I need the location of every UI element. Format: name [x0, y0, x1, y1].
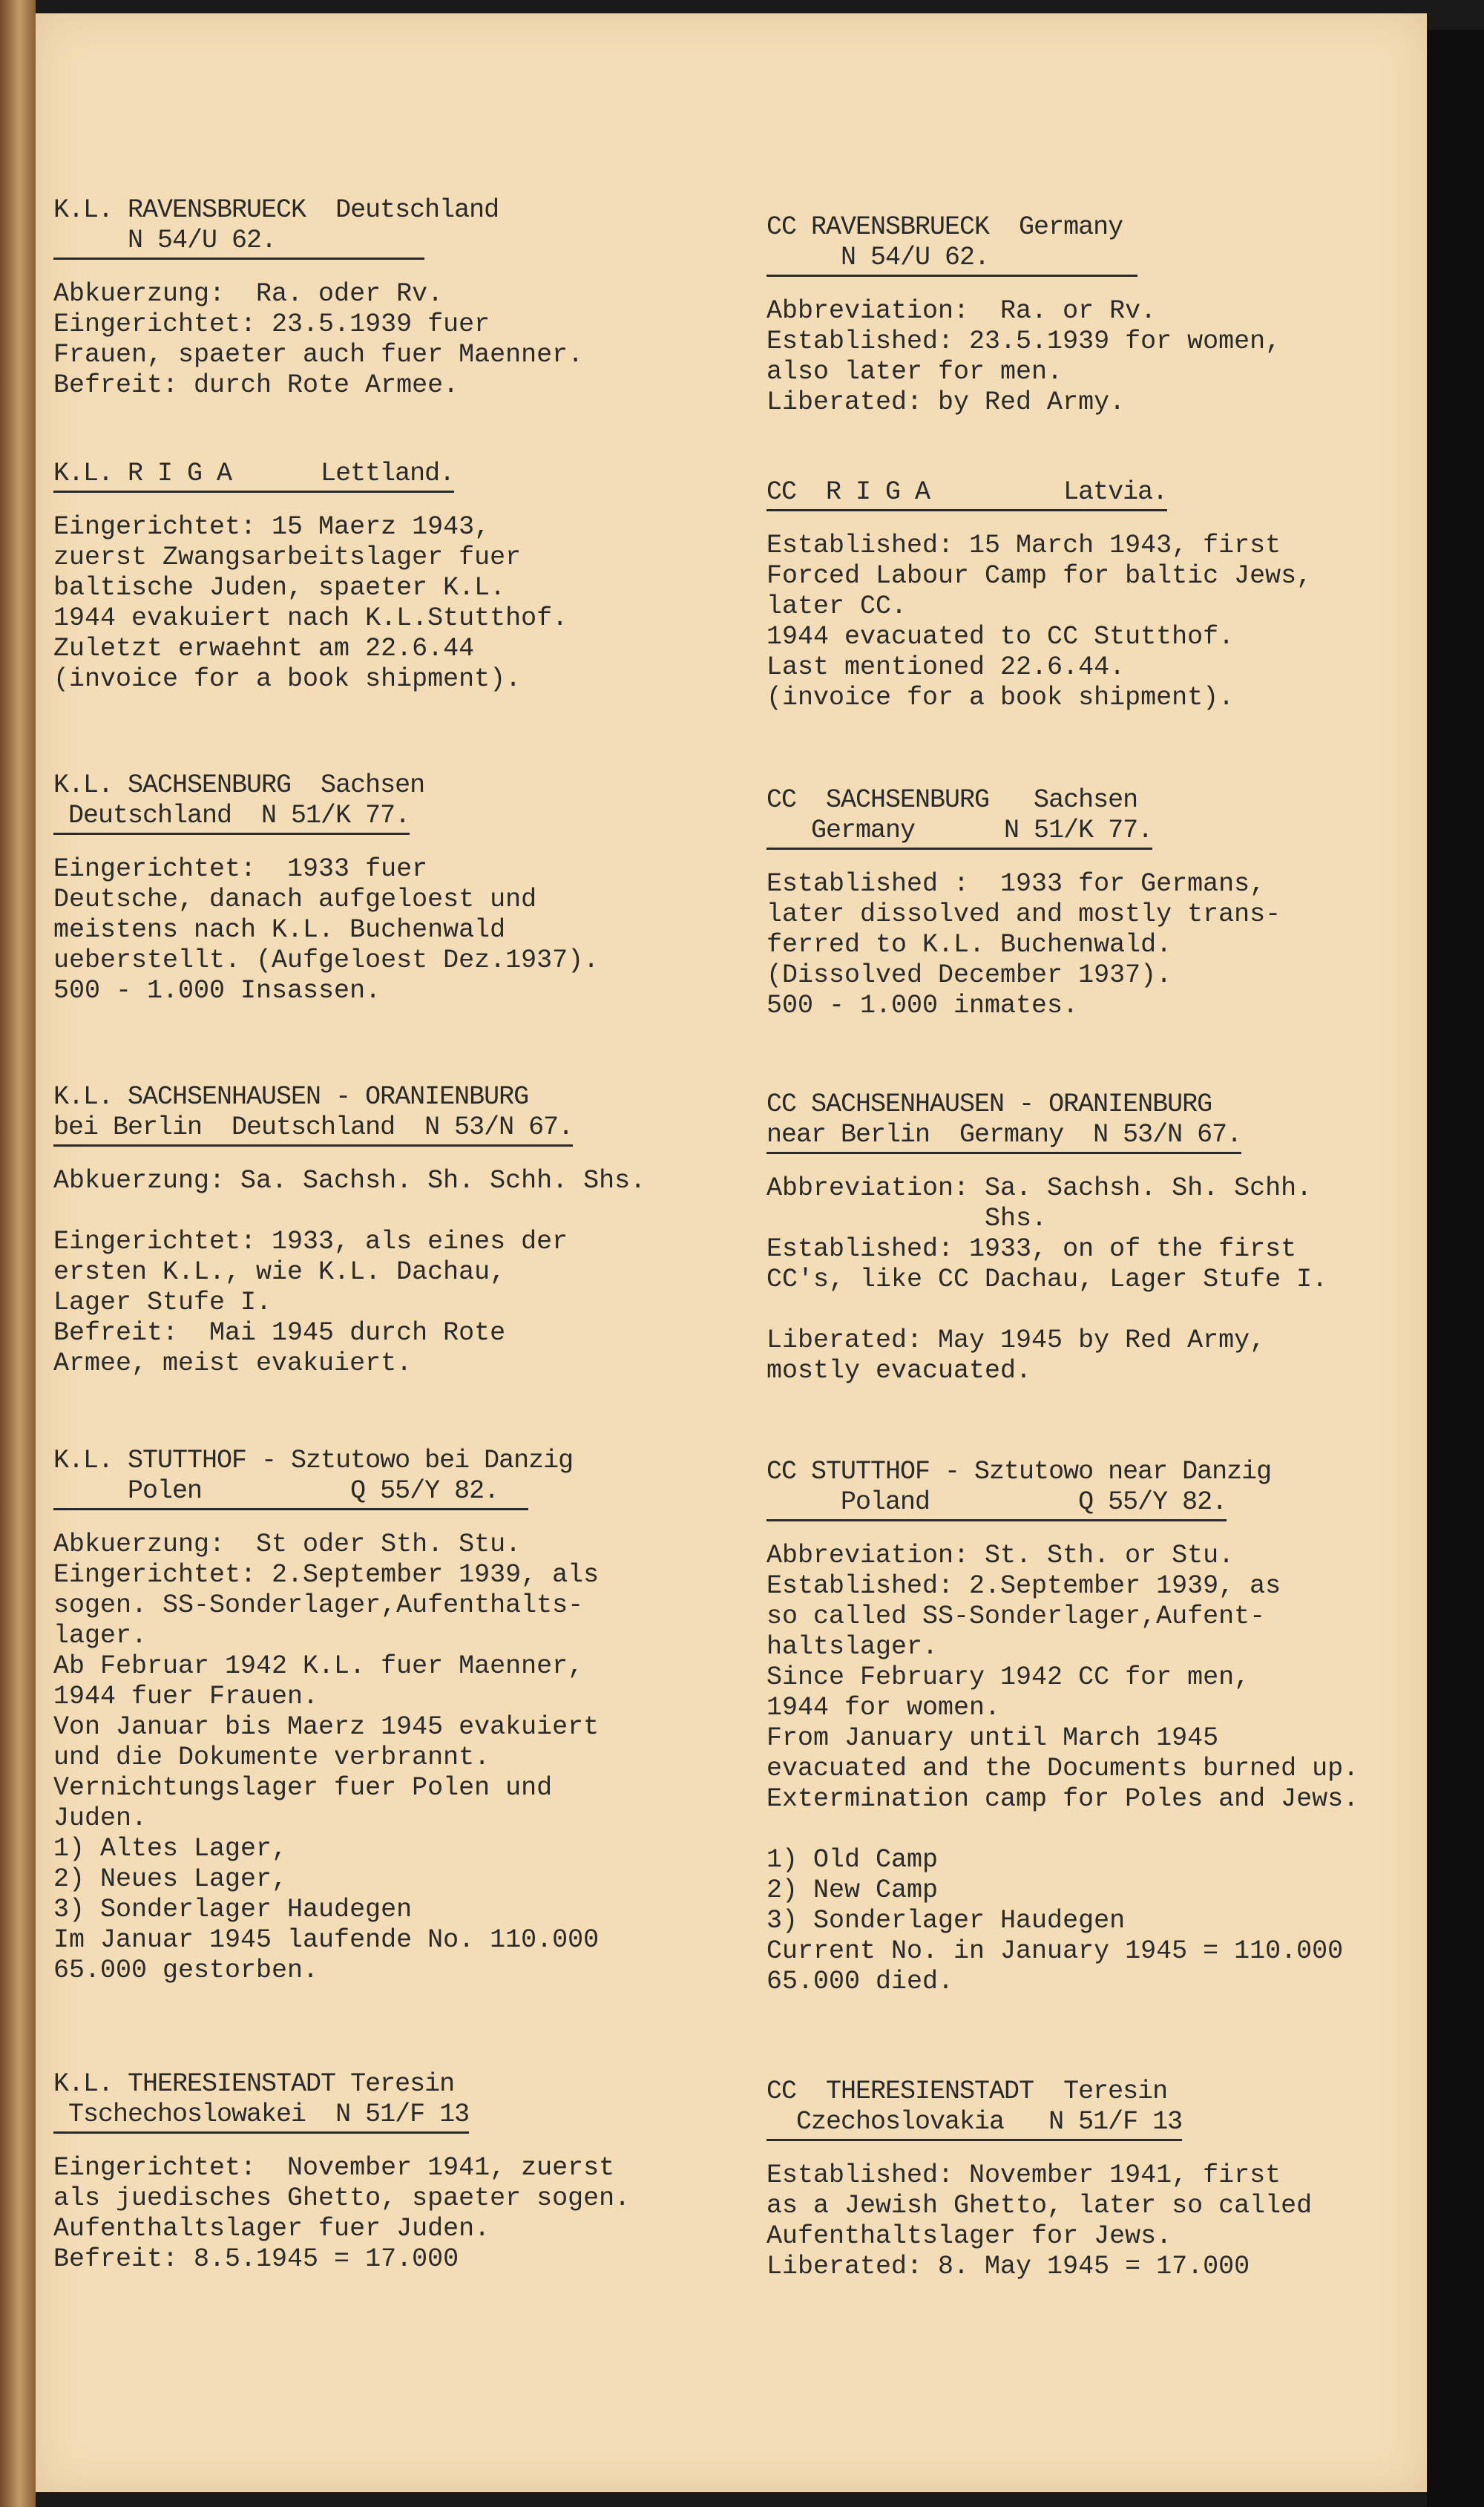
entry-title: K.L. SACHSENHAUSEN - ORANIENBURG [53, 1082, 529, 1112]
entry-line: Abkuerzung: St oder Sth. Stu. [53, 1530, 522, 1559]
entry-title: K.L. RAVENSBRUECK Deutschland [53, 195, 499, 225]
entry-title: CC STUTTHOF - Sztutowo near Danzig [766, 1457, 1272, 1487]
entry-line: Established: 23.5.1939 for women, [766, 327, 1281, 356]
entry-line: Eingerichtet: 15 Maerz 1943, [53, 512, 490, 542]
entry-subtitle: near Berlin Germany N 53/N 67. [766, 1120, 1241, 1154]
entry-line: sogen. SS-Sonderlager,Aufenthalts- [53, 1590, 584, 1620]
entry-line: haltslager. [766, 1632, 939, 1662]
entry-line: baltische Juden, spaeter K.L. [53, 573, 506, 603]
entry-line: Ab Februar 1942 K.L. fuer Maenner, [53, 1651, 584, 1681]
entry-line: 65.000 gestorben. [53, 1956, 319, 1985]
entry-line: later CC. [766, 591, 907, 621]
entry-line: 3) Sonderlager Haudegen [766, 1906, 1126, 1936]
entry-line: Shs. [766, 1204, 1048, 1233]
entry-line: later dissolved and mostly trans- [766, 899, 1281, 929]
entry-line: Von Januar bis Maerz 1945 evakuiert [53, 1712, 600, 1742]
entry-line: so called SS-Sonderlager,Aufent- [766, 1602, 1266, 1631]
entry-en-sachsenburg [766, 785, 1419, 1021]
entry-line: Eingerichtet: 2.September 1939, als [53, 1560, 600, 1590]
entry-title: K.L. R I G A Lettland. [53, 459, 454, 493]
entry-title: CC SACHSENHAUSEN - ORANIENBURG [766, 1089, 1212, 1119]
entry-line: as a Jewish Ghetto, later so called [766, 2191, 1313, 2221]
entry-line: From January until March 1945 [766, 1723, 1219, 1753]
entry-en-theresienstadt [766, 2077, 1419, 2282]
entry-title: K.L. STUTTHOF - Sztutowo bei Danzig [53, 1446, 574, 1475]
entry-title: CC SACHSENBURG Sachsen [766, 785, 1138, 815]
entry-title: CC R I G A Latvia. [766, 477, 1167, 511]
entry-line: Befreit: durch Rote Armee. [53, 370, 459, 400]
entry-en-stutthof [766, 1457, 1419, 1997]
document-page [36, 13, 1427, 2492]
entry-subtitle: Germany N 51/K 77. [766, 816, 1152, 850]
entry-line: Eingerichtet: November 1941, zuerst [53, 2153, 615, 2183]
entry-line: meistens nach K.L. Buchenwald [53, 915, 506, 945]
entry-line: ferred to K.L. Buchenwald. [766, 930, 1172, 960]
entry-line: mostly evacuated. [766, 1356, 1032, 1386]
entry-line: (invoice for a book shipment). [766, 683, 1235, 712]
entry-line: 2) New Camp [766, 1875, 939, 1905]
entry-line: 500 - 1.000 inmates. [766, 991, 1079, 1020]
entry-line: Lager Stufe I. [53, 1288, 272, 1317]
entry-line: Last mentioned 22.6.44. [766, 652, 1126, 682]
entry-subtitle: Tschechoslowakei N 51/F 13 [53, 2100, 469, 2134]
entry-line: Vernichtungslager fuer Polen und [53, 1773, 553, 1803]
entry-subtitle: Deutschland N 51/K 77. [53, 801, 410, 835]
entry-line: Established: 1933, on of the first [766, 1234, 1297, 1264]
entry-line: Established : 1933 for Germans, [766, 869, 1266, 899]
entry-line: und die Dokumente verbrannt. [53, 1743, 490, 1772]
entry-line: Aufenthaltslager fuer Juden. [53, 2214, 490, 2244]
entry-line: (invoice for a book shipment). [53, 664, 522, 694]
entry-line: Befreit: 8.5.1945 = 17.000 [53, 2244, 459, 2274]
entry-line: Eingerichtet: 23.5.1939 fuer [53, 309, 490, 339]
entry-subtitle: Poland Q 55/Y 82. [766, 1487, 1227, 1521]
entry-line [766, 1295, 1419, 1325]
entry-en-riga [766, 477, 1419, 713]
entry-line: Zuletzt erwaehnt am 22.6.44 [53, 634, 475, 663]
entry-line: (Dissolved December 1937). [766, 960, 1172, 990]
entry-line: Aufenthaltslager for Jews. [766, 2221, 1172, 2251]
entry-line: 2) Neues Lager, [53, 1864, 288, 1894]
entry-line: ersten K.L., wie K.L. Dachau, [53, 1257, 506, 1287]
entry-subtitle: Polen Q 55/Y 82. [53, 1476, 528, 1510]
entry-line: ueberstellt. (Aufgeloest Dez.1937). [53, 946, 600, 975]
entry-de-ravensbrueck [53, 195, 706, 401]
entry-title: CC RAVENSBRUECK Germany [766, 212, 1123, 242]
entry-de-stutthof [53, 1446, 706, 1986]
entry-line: Established: November 1941, first [766, 2160, 1281, 2190]
entry-line: Frauen, spaeter auch fuer Maenner. [53, 340, 584, 370]
entry-line: Abbreviation: Sa. Sachsh. Sh. Schh. [766, 1173, 1313, 1203]
entry-line: Abkuerzung: Sa. Sachsh. Sh. Schh. Shs. [53, 1166, 646, 1196]
entry-line: Since February 1942 CC for men, [766, 1662, 1250, 1692]
entry-line: lager. [53, 1621, 148, 1651]
entry-line: CC's, like CC Dachau, Lager Stufe I. [766, 1265, 1328, 1294]
entry-title: CC THERESIENSTADT Teresin [766, 2077, 1168, 2106]
entry-line: Eingerichtet: 1933, als eines der [53, 1227, 568, 1256]
entry-line: Armee, meist evakuiert. [53, 1348, 413, 1378]
entry-title: K.L. THERESIENSTADT Teresin [53, 2069, 455, 2099]
entry-line: Extermination camp for Poles and Jews. [766, 1784, 1359, 1814]
entry-line: Abbreviation: Ra. or Rv. [766, 296, 1157, 326]
entry-subtitle: Czechoslovakia N 51/F 13 [766, 2107, 1182, 2141]
page-edge [1427, 30, 1484, 2507]
entry-subtitle: bei Berlin Deutschland N 53/N 67. [53, 1112, 573, 1147]
entry-line: Liberated: 8. May 1945 = 17.000 [766, 2252, 1250, 2281]
entry-line: Abkuerzung: Ra. oder Rv. [53, 279, 444, 309]
entry-subtitle: N 54/U 62. [766, 243, 1137, 277]
entry-en-ravensbrueck [766, 212, 1419, 418]
entry-de-theresienstadt [53, 2069, 706, 2275]
entry-line: 1) Altes Lager, [53, 1834, 288, 1864]
entry-line: Liberated: by Red Army. [766, 387, 1126, 417]
entry-line: Juden. [53, 1803, 148, 1833]
entry-line: Liberated: May 1945 by Red Army, [766, 1325, 1266, 1355]
entry-line: 1) Old Camp [766, 1845, 939, 1875]
entry-line: zuerst Zwangsarbeitslager fuer [53, 543, 522, 572]
entry-line: Established: 2.September 1939, as [766, 1571, 1281, 1601]
entry-de-sachsenhausen [53, 1082, 706, 1379]
entry-de-sachsenburg [53, 770, 706, 1006]
entry-line: Current No. in January 1945 = 110.000 [766, 1936, 1344, 1966]
entry-de-riga [53, 459, 706, 695]
entry-line: 500 - 1.000 Insassen. [53, 976, 381, 1006]
entry-line [53, 1196, 706, 1227]
entry-title: K.L. SACHSENBURG Sachsen [53, 770, 425, 800]
entry-line: Established: 15 March 1943, first [766, 531, 1281, 560]
entry-line: evacuated and the Documents burned up. [766, 1754, 1359, 1783]
entry-line: Im Januar 1945 laufende No. 110.000 [53, 1925, 600, 1955]
entry-line: 65.000 died. [766, 1967, 954, 1996]
entry-line: Befreit: Mai 1945 durch Rote [53, 1318, 506, 1348]
entry-line: Deutsche, danach aufgeloest und [53, 885, 537, 914]
entry-line: Forced Labour Camp for baltic Jews, [766, 561, 1313, 591]
entry-line [766, 1815, 1419, 1845]
entry-line: als juedisches Ghetto, spaeter sogen. [53, 2183, 631, 2213]
entry-line: 1944 evakuiert nach K.L.Stutthof. [53, 603, 568, 633]
entry-line: also later for men. [766, 357, 1063, 387]
entry-en-sachsenhausen [766, 1089, 1419, 1386]
entry-line: Eingerichtet: 1933 fuer [53, 854, 428, 884]
entry-line: 1944 for women. [766, 1693, 1001, 1723]
entry-subtitle: N 54/U 62. [53, 226, 424, 260]
entry-line: 1944 evacuated to CC Stutthof. [766, 622, 1235, 652]
entry-line: 3) Sonderlager Haudegen [53, 1895, 413, 1924]
book-spine [0, 0, 36, 2507]
entry-line: 1944 fuer Frauen. [53, 1682, 319, 1711]
entry-line: Abbreviation: St. Sth. or Stu. [766, 1541, 1235, 1570]
